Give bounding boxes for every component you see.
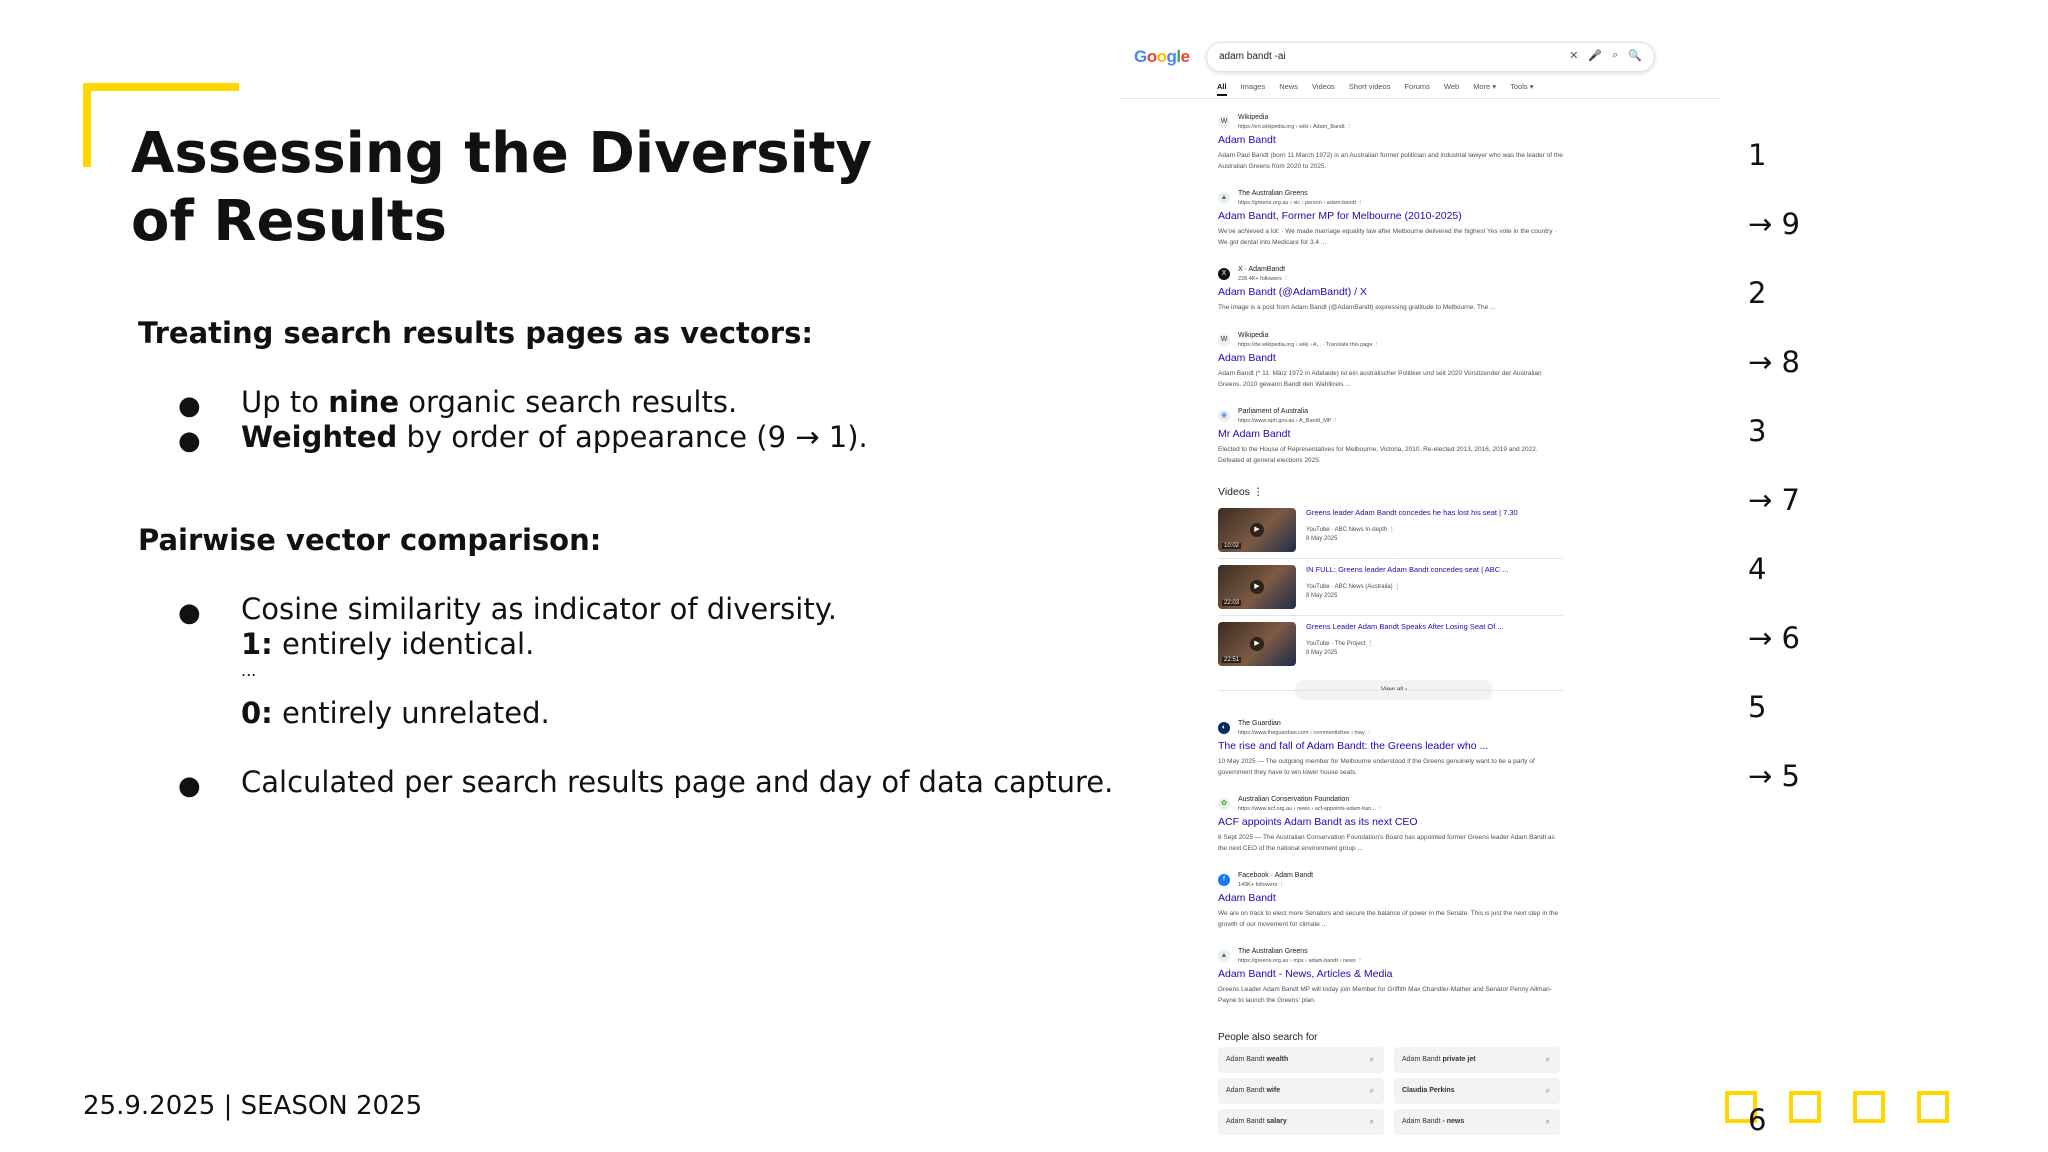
result-url: https://greens.org.au › vic › person › adam-bandt ⋮ [1238,200,1364,206]
result-title-link[interactable]: Adam Bandt [1218,892,1276,904]
video-source: YouTube · ABC News In-depth ⋮ [1306,527,1395,533]
weight-label: → 6 [1748,621,1800,655]
rank-label: 5 [1748,690,1767,724]
video-thumbnail[interactable] [1218,508,1296,552]
divider [1218,615,1563,616]
rank-label: 2 [1748,276,1767,310]
video-title-link[interactable]: Greens Leader Adam Bandt Speaks After Losing Seat Of ... [1306,622,1504,631]
bullet-list-comparison [170,592,1113,800]
bullet-bold-text: Weighted [241,420,398,454]
search-input[interactable] [1206,42,1655,72]
site-icon: ◐ [1218,722,1230,734]
site-icon: W [1218,116,1230,128]
weight-label: → 9 [1748,207,1800,241]
result-url: https://www.theguardian.com › commentisfree › may ⋮ [1238,730,1372,736]
video-result[interactable] [1218,508,1563,558]
square-icon [1789,1091,1821,1123]
result-url: https://de.wikipedia.org › wiki › A... · Translate this page ⋮ [1238,342,1380,348]
video-source: YouTube · ABC News (Australia) ⋮ [1306,584,1401,590]
scale-one-line [241,627,1113,662]
video-result[interactable] [1218,622,1563,672]
people-also-search-heading: People also search for [1218,1032,1318,1043]
search-icon: ⌕ [1369,1055,1374,1064]
result-snippet: 10 May 2025 — The outgoing member for Melbourne understood if the Greens genuinely want to be a party of government they have to win lower house seats. [1218,758,1535,776]
search-icons [1569,49,1642,62]
video-title-link[interactable]: IN FULL: Greens leader Adam Bandt concedes seat | ABC ... [1306,565,1509,574]
result-source: Wikipedia [1238,332,1269,339]
accent-bracket-left [83,83,91,167]
search-icon: ⌕ [1545,1055,1550,1064]
divider [1218,558,1563,559]
scale-one-label: 1: [241,627,273,661]
result-source: Facebook · Adam Bandt [1238,872,1314,879]
rank-label: 3 [1748,414,1767,448]
result-url: https://www.acf.org.au › news › acf-appoints-adam-ban... ⋮ [1238,806,1383,812]
video-duration: 22:03 [1224,600,1240,606]
scale-zero-label: 0: [241,696,273,730]
result-source: Parliament of Australia [1238,408,1309,415]
bullet-cosine [170,592,1113,731]
result-title-link[interactable]: Adam Bandt, Former MP for Melbourne (2010-2025) [1218,210,1462,222]
result-snippet: Greens Leader Adam Bandt MP will today join Member for Griffith Max Chandler-Mather and Senator Penny Allman-Payne to launch the Greens' plan. [1218,986,1552,1004]
rank-weight-list [1748,135,1800,825]
rank-label: 4 [1748,552,1767,586]
divider [1218,690,1563,691]
footer-date-season: 25.9.2025 | SEASON 2025 [83,1091,423,1121]
mic-icon[interactable]: 🎤 [1588,50,1603,62]
video-thumbnail[interactable] [1218,565,1296,609]
divider [1120,98,1720,99]
scale-zero-text: entirely unrelated. [272,696,550,730]
search-icon: ⌕ [1369,1086,1374,1095]
scale-zero-line [241,696,1113,731]
weight-label: → 5 [1748,759,1800,793]
play-icon: ▶ [1250,637,1264,651]
video-result[interactable] [1218,565,1563,615]
bullet-weighted [170,420,868,455]
related-search-chip[interactable]: Adam Bandt wealth ⌕ [1218,1047,1384,1073]
result-title-link[interactable]: Adam Bandt (@AdamBandt) / X [1218,286,1367,298]
scale-one-text: entirely identical. [272,627,535,661]
result-source: The Australian Greens [1238,948,1308,955]
result-snippet: Elected to the House of Representatives for Melbourne, Victoria, 2010. Re-elected 2013, 2016, 2019 and 2022. Defeated at general elections 2025. [1218,446,1538,464]
result-url: https://en.wikipedia.org › wiki › Adam_Bandt ⋮ [1238,124,1352,130]
play-icon: ▶ [1250,523,1264,537]
site-icon: ▲ [1218,192,1230,204]
tab-videos[interactable]: Videos [1311,82,1335,91]
video-thumbnail[interactable] [1218,622,1296,666]
video-date: 8 May 2025 [1306,650,1338,656]
site-icon: ◉ [1218,410,1230,422]
bullet-dot-icon: ● [178,598,201,628]
slide-title: Assessing the Diversity of Results [131,121,872,254]
rank-label: 1 [1748,138,1767,172]
result-source: Australian Conservation Foundation [1238,796,1350,803]
videos-heading: Videos ⋮ [1218,486,1264,498]
result-url: 149K+ followers ⋮ [1238,882,1285,888]
bullet-text: organic search results. [399,385,738,419]
search-icon: ⌕ [1369,1117,1374,1126]
result-url: https://greens.org.au › mps › adam-bandt › news ⋮ [1238,958,1363,964]
related-search-chip[interactable]: Claudia Perkins ⌕ [1394,1078,1560,1104]
video-title-link[interactable]: Greens leader Adam Bandt concedes he has lost his seat | 7.30 [1306,508,1518,517]
tab-web[interactable]: Web [1443,82,1460,91]
bullet-bold-text: nine [328,385,400,419]
accent-bracket-top [83,83,239,91]
rank-label: 6 [1748,1103,1767,1137]
clear-icon[interactable]: ✕ [1569,50,1579,62]
bullet-dot-icon: ● [178,391,201,421]
result-source: The Guardian [1238,720,1281,727]
result-title-link[interactable]: Adam Bandt [1218,134,1276,146]
result-source: X · AdamBandt [1238,266,1286,273]
bullet-text: Calculated per search results page and day of data capture. [241,765,1114,799]
result-snippet: We've achieved a lot: · We made marriage equality law after Melbourne delivered the highest Yes vote in the country · We got dental into Medicare for 3.4 ... [1218,228,1557,246]
weight-label: → 7 [1748,483,1800,517]
result-title-link[interactable]: Mr Adam Bandt [1218,428,1291,440]
video-source: YouTube · The Project ⋮ [1306,641,1374,647]
weight-label: → 8 [1748,345,1800,379]
tab-tools[interactable]: Tools ▾ [1510,82,1534,91]
related-search-chip[interactable]: Adam Bandt private jet ⌕ [1394,1047,1560,1073]
serp-tabs [1217,82,1533,96]
bullet-up-to-nine [170,385,868,420]
search-icon: ⌕ [1545,1086,1550,1095]
section-heading-vectors: Treating search results pages as vectors: [138,316,813,350]
result-source: Wikipedia [1238,114,1269,121]
site-icon: f [1218,874,1230,886]
tab-images[interactable]: Images [1240,82,1266,91]
result-snippet: Adam Bandt (* 11. März 1972 in Adelaide) ist ein australischer Politiker und seit 2020 Vorsitzender der Australian Greens. 2010 gewann Bandt den Wahlkreis ... [1218,370,1542,388]
tab-short-videos[interactable]: Short videos [1348,82,1391,91]
result-url: https://www.aph.gov.au › A_Bandt_MP ⋮ [1238,418,1339,424]
tab-more[interactable]: More ▾ [1473,82,1497,91]
related-search-chip[interactable]: Adam Bandt - news ⌕ [1394,1109,1560,1135]
search-icon: ⌕ [1545,1117,1550,1126]
site-icon: ✿ [1218,798,1230,810]
result-snippet: The image is a post from Adam Bandt (@AdamBandt) expressing gratitude to Melbourne. The ... [1218,304,1496,311]
result-title-link[interactable]: The rise and fall of Adam Bandt: the Greens leader who ... [1218,740,1489,752]
bullet-text: Up to [241,385,329,419]
related-search-chip[interactable]: Adam Bandt wife ⌕ [1218,1078,1384,1104]
square-icon [1853,1091,1885,1123]
result-url: 228.4K+ followers ⋮ [1238,276,1289,282]
play-icon: ▶ [1250,580,1264,594]
site-icon: W [1218,334,1230,346]
result-title-link[interactable]: ACF appoints Adam Bandt as its next CEO [1218,816,1418,828]
result-title-link[interactable]: Adam Bandt - News, Articles & Media [1218,968,1393,980]
bullet-dot-icon: ● [178,426,201,456]
scale-ellipsis: ... [241,661,257,680]
search-icon[interactable]: 🔍 [1628,50,1642,62]
bullet-text: by order of appearance (9 → 1). [397,420,868,454]
video-duration: 22:51 [1224,657,1240,663]
result-title-link[interactable]: Adam Bandt [1218,352,1276,364]
bullet-text: Cosine similarity as indicator of diversity. [241,592,837,626]
google-logo: Google [1134,47,1190,66]
site-icon: ▲ [1218,950,1230,962]
result-snippet: Adam Paul Bandt (born 11 March 1972) is an Australian former politician and industrial lawyer who was the leader of the Australian Greens from 2020 to 2025. [1218,152,1563,170]
video-date: 8 May 2025 [1306,593,1338,599]
square-icon [1917,1091,1949,1123]
section-heading-comparison: Pairwise vector comparison: [138,523,602,557]
result-snippet: We are on track to elect more Senators and secure the balance of power in the Senate. This is just the next step in the growth of our movement for climate ... [1218,910,1559,928]
search-query: adam bandt -ai [1219,51,1286,62]
result-snippet: 8 Sept 2025 — The Australian Conservation Foundation's Board has appointed former Greens leader Adam Bandt as the next CEO of the national environment group ... [1218,834,1555,852]
google-results-screenshot [1120,38,1720,1134]
bullet-list-vectors [170,385,868,455]
tab-forums[interactable]: Forums [1404,82,1430,91]
bullet-calculated [170,765,1113,800]
result-source: The Australian Greens [1238,190,1308,197]
tab-all[interactable]: All [1217,82,1227,96]
site-icon: X [1218,268,1230,280]
video-duration: 10:02 [1224,543,1240,549]
bullet-dot-icon: ● [178,771,201,801]
related-search-chip[interactable]: Adam Bandt salary ⌕ [1218,1109,1384,1135]
tab-news[interactable]: News [1279,82,1298,91]
lens-icon[interactable]: ⌕ [1612,49,1619,61]
video-date: 8 May 2025 [1306,536,1338,542]
